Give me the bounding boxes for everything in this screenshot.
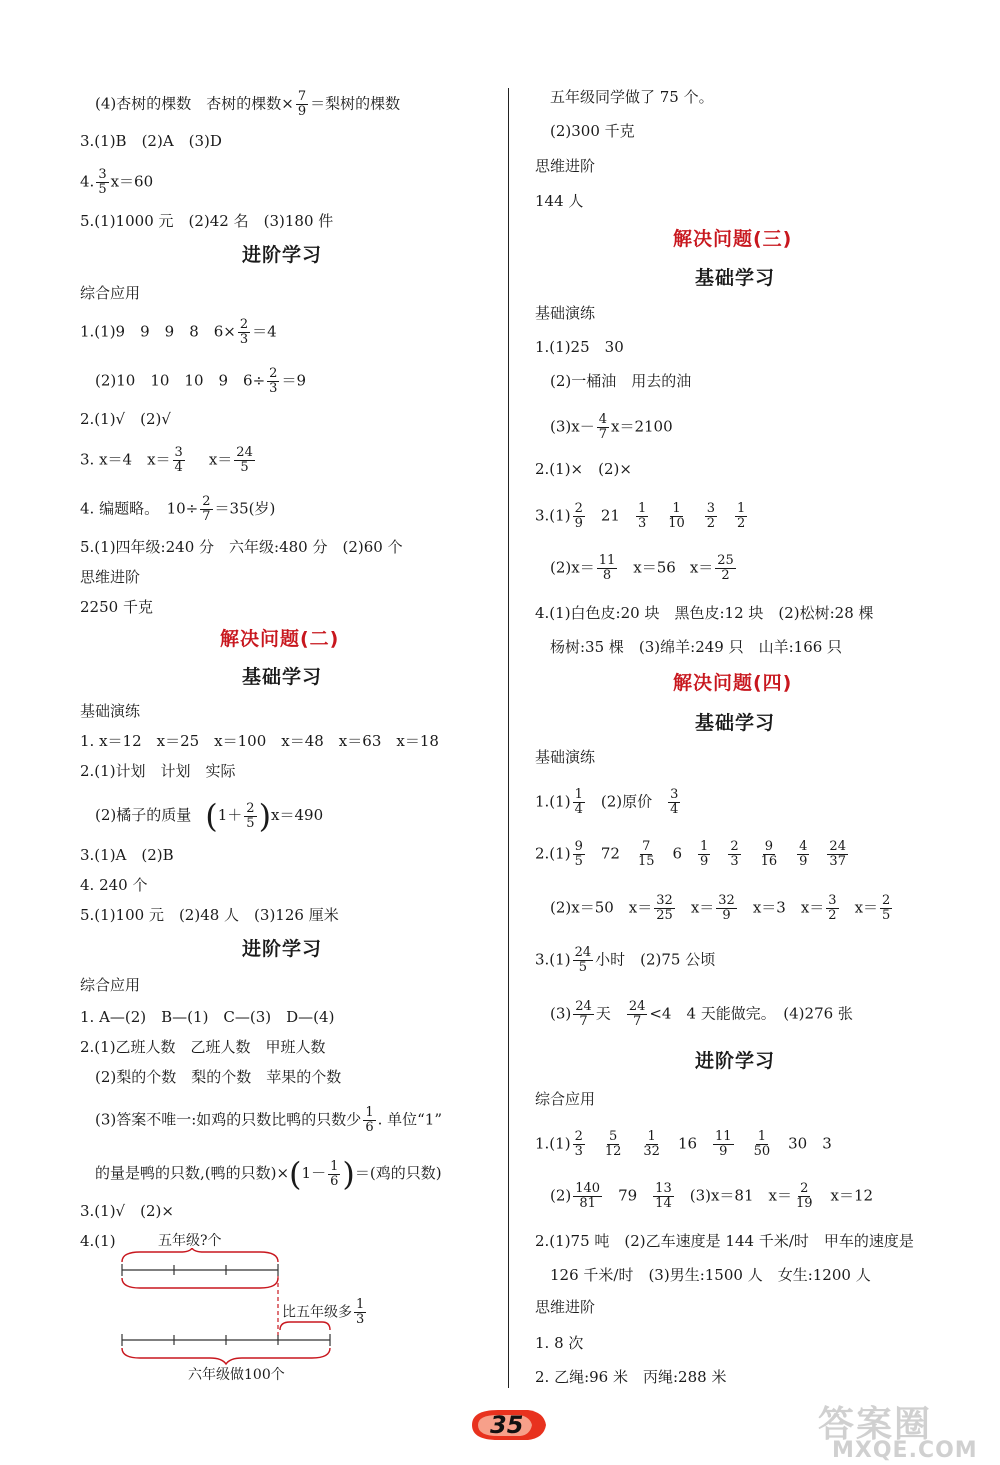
text: ＝4 [252, 322, 277, 341]
answer-line [95, 1106, 442, 1135]
denominator: 5 [246, 815, 255, 831]
fraction [597, 554, 618, 583]
numerator: 24 [575, 999, 592, 1014]
fraction [641, 1130, 662, 1159]
text: x＝490 [271, 806, 324, 824]
answer-line [95, 797, 324, 835]
fraction [715, 554, 736, 583]
answer-line [550, 1000, 853, 1029]
fraction [573, 1000, 594, 1029]
answer-line [535, 1130, 832, 1159]
text: 3. x＝4 x＝ [80, 450, 171, 469]
fraction [267, 367, 279, 396]
brace-bottom [122, 1348, 330, 1364]
answer-line: 4.(1)白色皮:20 块 黑色皮:12 块 (2)松树:28 棵 [535, 604, 874, 622]
fraction [759, 840, 780, 869]
denominator: 2 [721, 568, 730, 583]
text: 小时 (2)75 公顷 [595, 950, 716, 969]
fraction [716, 894, 737, 923]
numerator: 1 [365, 1105, 374, 1120]
denominator: 7 [579, 1014, 588, 1029]
text: 的量是鸭的只数,(鸭的只数)× [95, 1164, 290, 1182]
fraction [363, 1106, 375, 1135]
fraction [705, 502, 717, 531]
answer-line [80, 446, 257, 475]
fraction [653, 1182, 674, 1211]
answer-line: 144 人 [535, 192, 584, 210]
denominator: 9 [297, 104, 307, 119]
denominator: 3 [356, 1312, 365, 1327]
answer-line: 3.(1)B (2)A (3)D [80, 132, 222, 150]
answer-line: 1. 8 次 [535, 1334, 584, 1352]
numerator: 1 [330, 1158, 339, 1174]
answer-line: 1. x＝12 x＝25 x＝100 x＝48 x＝63 x＝18 [80, 732, 439, 750]
numerator: 24 [628, 999, 646, 1014]
answer-line: 2.(1)计划 计划 实际 [80, 762, 236, 780]
text: x＝2100 [611, 417, 673, 436]
numerator: 2 [202, 494, 211, 509]
denominator: 5 [98, 182, 107, 197]
text: (3) [550, 1004, 572, 1023]
text: (2)原价 [600, 792, 653, 811]
answer-line: (2)一桶油 用去的油 [550, 372, 692, 390]
text: (2)橘子的质量 [95, 806, 192, 824]
fraction [354, 1298, 366, 1327]
answer-line: 2250 千克 [80, 598, 153, 616]
answer-line: 126 千米/时 (3)男生:1500 人 女生:1200 人 [550, 1266, 871, 1284]
chapter-heading: 解决问题(二) [220, 628, 340, 650]
numerator: 3 [174, 445, 183, 460]
text: 1.(1) [535, 792, 571, 811]
denominator: 9 [719, 1144, 728, 1159]
denominator: 50 [753, 1144, 771, 1159]
numerator: 2 [730, 839, 739, 854]
numerator: 2 [574, 501, 583, 516]
answer-line [550, 894, 894, 923]
text: 1＋ [217, 806, 243, 824]
text: (3)x－ [550, 417, 595, 436]
numerator: 9 [764, 839, 773, 854]
answer-line: 3.(1)√ (2)× [80, 1202, 174, 1220]
paren: ( [289, 1155, 302, 1193]
text: (3)x＝81 x＝ [689, 1186, 792, 1205]
subsection-label: 思维进阶 [535, 1298, 596, 1316]
answer-line [95, 367, 306, 396]
subsection-label: 综合应用 [80, 976, 141, 994]
denominator: 10 [668, 516, 685, 531]
fraction [573, 1130, 585, 1159]
denominator: 6 [330, 1173, 339, 1189]
answer-line: 五年级同学做了 75 个。 [550, 88, 714, 106]
answer-line [95, 1155, 442, 1193]
numerator: 4 [598, 412, 607, 427]
text: 1－ [301, 1164, 327, 1182]
denominator: 3 [269, 381, 278, 396]
fraction [173, 446, 185, 475]
text: ＝35(岁) [214, 499, 276, 518]
denominator: 2 [828, 908, 837, 923]
text: x＝56 [633, 558, 676, 577]
numerator: 4 [799, 839, 808, 854]
numerator: 24 [829, 839, 846, 854]
page-number-badge [468, 1408, 548, 1442]
paren: ( [205, 797, 218, 835]
denominator: 25 [656, 908, 673, 923]
numerator: 7 [642, 839, 651, 854]
text: x＝3 x＝ [752, 898, 825, 917]
answer-line [550, 1182, 873, 1211]
fraction [636, 840, 657, 869]
answer-line [535, 946, 715, 975]
column-divider [508, 88, 509, 1388]
brace-top-lower [122, 1278, 278, 1288]
answer-line: 5.(1)1000 元 (2)42 名 (3)180 件 [80, 212, 334, 230]
fraction [96, 168, 108, 197]
numerator: 140 [575, 1181, 601, 1196]
text: (2)10 10 10 9 6÷ [95, 371, 266, 390]
numerator: 9 [574, 839, 583, 854]
fraction [827, 840, 848, 869]
answer-line: (2)300 千克 [550, 122, 635, 140]
chapter-heading: 解决问题(四) [673, 672, 793, 694]
fraction [244, 802, 256, 831]
numerator: 24 [574, 945, 592, 960]
denominator: 2 [706, 516, 716, 531]
numerator: 2 [246, 800, 255, 816]
paren: ) [258, 797, 272, 835]
denominator: 3 [574, 1144, 583, 1159]
fraction [728, 840, 740, 869]
fraction [880, 894, 892, 923]
text: x＝ [854, 898, 879, 917]
subsection-label: 综合应用 [80, 284, 141, 302]
text: 21 [600, 506, 620, 525]
answer-line [550, 554, 738, 583]
denominator: 9 [722, 908, 731, 923]
answer-line [80, 168, 153, 197]
text: ＝梨树的棵数 [310, 94, 401, 113]
fraction [238, 318, 250, 347]
fraction [794, 1182, 815, 1211]
fraction [752, 1130, 773, 1159]
section-heading: 进阶学习 [242, 244, 323, 266]
text: (2)x＝50 x＝ [550, 898, 653, 917]
watermark-logo: 答案圈 [818, 1404, 933, 1445]
text: (4)杏树的棵数 杏树的棵数× [95, 94, 294, 113]
text: 72 [600, 844, 620, 863]
denominator: 7 [598, 427, 607, 442]
diagram-label-mid [282, 1298, 368, 1327]
fraction [597, 413, 609, 442]
denominator: 37 [829, 854, 846, 869]
watermark-url: MXQE.COM [832, 1438, 978, 1463]
answer-line: (2)梨的个数 梨的个数 苹果的个数 [95, 1068, 342, 1086]
subsection-label: 综合应用 [535, 1090, 596, 1108]
fraction [713, 1130, 734, 1159]
denominator: 3 [239, 332, 249, 347]
fraction [573, 788, 585, 817]
brace-top [122, 1248, 278, 1262]
section-heading: 基础学习 [695, 712, 776, 734]
denominator: 4 [574, 802, 583, 817]
fraction [603, 1130, 624, 1159]
fraction [573, 502, 585, 531]
answer-line [95, 90, 400, 119]
numerator: 32 [718, 893, 735, 908]
text: <4 4 天能做完。 (4)276 张 [649, 1004, 853, 1023]
text: 79 [618, 1186, 638, 1205]
fraction [666, 502, 687, 531]
fraction [826, 894, 838, 923]
denominator: 12 [604, 1144, 622, 1159]
diagram-label-top: 五年级?个 [158, 1233, 222, 1249]
answer-line [80, 495, 275, 524]
answer-line: 2.(1)75 吨 (2)乙车速度是 144 千米/时 甲车的速度是 [535, 1232, 914, 1250]
text: 4. 编题略。 10÷ [80, 499, 199, 518]
page-number: 35 [490, 1411, 524, 1439]
text: (3)答案不唯一:如鸡的只数比鸭的只数少 [95, 1110, 362, 1129]
numerator: 3 [828, 893, 837, 908]
text: ＝9 [281, 371, 306, 390]
answer-line: 5.(1)100 元 (2)48 人 (3)126 厘米 [80, 906, 339, 924]
text: 1.(1) [535, 1134, 571, 1153]
answer-line: 5.(1)四年级:240 分 六年级:480 分 (2)60 个 [80, 538, 403, 556]
numerator: 2 [800, 1181, 809, 1196]
answer-line: 4.(1) [80, 1232, 116, 1250]
numerator: 1 [757, 1129, 766, 1144]
section-heading: 基础学习 [242, 666, 323, 688]
denominator: 3 [637, 516, 647, 531]
section-heading: 进阶学习 [242, 938, 323, 960]
fraction [234, 446, 255, 475]
text: 比五年级多 [282, 1304, 352, 1321]
denominator: 16 [760, 854, 778, 869]
text: 3.(1) [535, 506, 571, 525]
numerator: 3 [670, 787, 679, 802]
watermark [770, 1396, 995, 1462]
denominator: 5 [574, 854, 583, 869]
denominator: 5 [578, 960, 587, 975]
answer-line: 2.(1)× (2)× [535, 460, 632, 478]
answer-line: 1. A—(2) B—(1) C—(3) D—(4) [80, 1008, 335, 1026]
denominator: 14 [655, 1196, 672, 1211]
fraction [654, 894, 675, 923]
denominator: 32 [643, 1144, 660, 1159]
numerator: 3 [98, 167, 107, 182]
denominator: 4 [174, 460, 183, 475]
text: 2.(1) [535, 844, 571, 863]
denominator: 6 [365, 1120, 374, 1135]
fraction [636, 502, 648, 531]
numerator: 1 [737, 501, 746, 516]
numerator: 7 [297, 89, 307, 104]
text: x＝ [208, 450, 233, 469]
numerator: 13 [655, 1181, 672, 1196]
answer-line [535, 840, 850, 869]
denominator: 4 [670, 802, 679, 817]
fraction [573, 946, 594, 975]
text: 16 [677, 1134, 698, 1153]
denominator: 7 [632, 1014, 642, 1029]
numerator: 2 [574, 1129, 583, 1144]
text: . 单位“1” [377, 1110, 443, 1129]
denominator: 3 [730, 854, 739, 869]
text: 1.(1)9 9 9 8 6× [80, 322, 236, 341]
fraction [573, 840, 585, 869]
answer-line [550, 413, 673, 442]
denominator: 9 [700, 854, 709, 869]
denominator: 2 [737, 516, 746, 531]
denominator: 9 [799, 854, 808, 869]
paren: ) [342, 1155, 355, 1193]
answer-line [80, 318, 277, 347]
answer-line: 杨树:35 棵 (3)绵羊:249 只 山羊:166 只 [550, 638, 843, 656]
text: 4. [80, 172, 95, 191]
subsection-label: 思维进阶 [80, 568, 141, 586]
answer-line: 1.(1)25 30 [535, 338, 624, 356]
numerator: 1 [700, 839, 709, 854]
numerator: 32 [656, 893, 673, 908]
numerator: 2 [269, 366, 278, 381]
fraction [573, 1182, 602, 1211]
subsection-label: 基础演练 [535, 304, 596, 322]
fraction [698, 840, 710, 869]
subsection-label: 思维进阶 [535, 157, 596, 175]
numerator: 24 [236, 445, 253, 460]
text: (2) [550, 1186, 572, 1205]
answer-line: 4. 240 个 [80, 876, 148, 894]
numerator: 11 [715, 1129, 732, 1144]
text: (2)x＝ [550, 558, 595, 577]
subsection-label: 基础演练 [535, 748, 596, 766]
fraction [296, 90, 308, 119]
numerator: 2 [882, 893, 891, 908]
subsection-label: 基础演练 [80, 702, 141, 720]
answer-line: 2. 乙绳:96 米 丙绳:288 米 [535, 1368, 727, 1386]
fraction [200, 495, 212, 524]
fraction [328, 1160, 340, 1189]
numerator: 3 [706, 501, 716, 516]
answer-line [535, 788, 682, 817]
denominator: 19 [795, 1196, 813, 1211]
fraction [668, 788, 680, 817]
numerator: 1 [637, 501, 647, 516]
fraction [627, 1000, 648, 1029]
numerator: 1 [356, 1297, 365, 1312]
answer-line: 2.(1)√ (2)√ [80, 410, 171, 428]
section-heading: 基础学习 [695, 267, 776, 289]
text: ＝(鸡的只数) [354, 1164, 442, 1182]
text: x＝12 [830, 1186, 874, 1205]
text: x＝ [689, 558, 714, 577]
denominator: 15 [637, 854, 655, 869]
denominator: 8 [602, 568, 612, 583]
fraction [735, 502, 747, 531]
denominator: 9 [574, 516, 583, 531]
denominator: 7 [202, 509, 211, 524]
text: x＝60 [110, 172, 154, 191]
answer-line [535, 502, 749, 531]
chapter-heading: 解决问题(三) [673, 228, 793, 250]
numerator: 1 [574, 787, 583, 802]
text: 天 [595, 1004, 611, 1023]
denominator: 81 [579, 1196, 596, 1211]
numerator: 1 [672, 501, 681, 516]
numerator: 5 [608, 1129, 618, 1144]
denominator: 5 [240, 460, 249, 475]
text: 3.(1) [535, 950, 571, 969]
numerator: 11 [598, 553, 616, 568]
section-heading: 进阶学习 [695, 1050, 776, 1072]
text: 30 3 [788, 1134, 832, 1153]
diagram-label-bottom: 六年级做100个 [188, 1367, 285, 1383]
answer-line: 2.(1)乙班人数 乙班人数 甲班人数 [80, 1038, 326, 1056]
denominator: 5 [882, 908, 891, 923]
numerator: 2 [239, 317, 249, 332]
fraction [797, 840, 809, 869]
text: x＝ [690, 898, 715, 917]
text: 6 [672, 844, 683, 863]
answer-line: 3.(1)A (2)B [80, 846, 174, 864]
numerator: 1 [647, 1129, 656, 1144]
numerator: 25 [717, 553, 734, 568]
